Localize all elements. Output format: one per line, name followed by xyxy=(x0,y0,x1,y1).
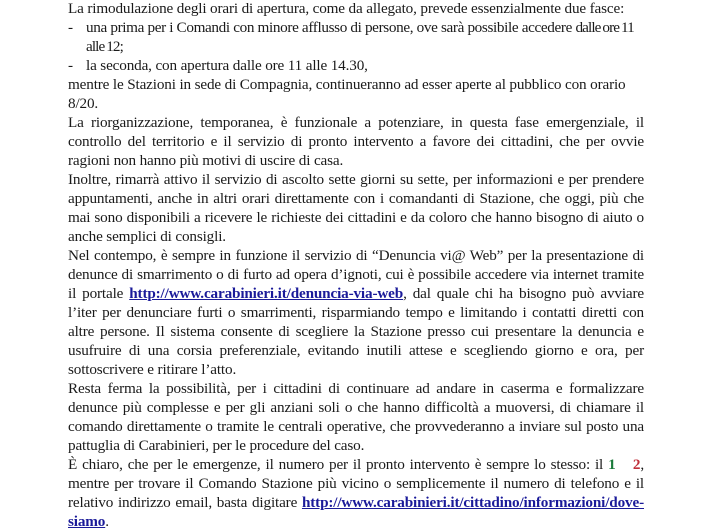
document-body xyxy=(68,0,644,531)
bullet-dash: - xyxy=(68,19,73,36)
stazioni-paragraph: mentre le Stazioni in sede di Compagnia, continueranno ad esser aperte al pubblico con orario 8/20. xyxy=(68,76,626,112)
intro-paragraph: La rimodulazione degli orari di apertura, come da allegato, prevede essenzialmente due fasce: xyxy=(68,0,625,17)
bullet-dash: - xyxy=(68,57,73,74)
resta-paragraph: Resta ferma la possibilità, per i cittadini di continuare ad andare in caserma e formalizzare denunce più complesse e per gli anziani soli o che hanno difficoltà a muoversi, di chiamare il comando direttamente o tramite le centrali operative, che provvederanno a inviare sul posto una pattuglia di Carabinieri, per le procedure del caso. xyxy=(68,380,644,454)
emergency-number-digit: 1 xyxy=(620,456,628,473)
bullet-text: la seconda, con apertura dalle ore 11 alle 14.30, xyxy=(86,57,368,74)
bullet-item xyxy=(68,56,644,75)
inoltre-paragraph: Inoltre, rimarrà attivo il servizio di ascolto sette giorni su sette, per informazioni e per prendere appuntamenti, anche in altri orari direttamente con i comandanti di Stazione, che oggi, più che mai sono disponibili a ricevere le richieste dei cittadini e da coloro che hanno bisogno di aiuto o anche semplici di consigli. xyxy=(68,171,644,245)
riorganizzazione-paragraph: La riorganizzazione, temporanea, è funzionale a potenziare, in questa fase emergenziale, il controllo del territorio e il servizio di pronto intervento a favore dei cittadini, che per ovvie ragioni non hanno più motivi di uscire di casa. xyxy=(68,114,644,169)
emergency-number-digit: 1 xyxy=(608,456,616,473)
dove-siamo-link[interactable]: http://www.carabinieri.it/cittadino/informazioni/dove-siamo xyxy=(68,494,644,530)
bullet-item xyxy=(68,18,644,56)
bullet-text: una prima per i Comandi con minore afflusso di persone, ove sarà possibile accedere dalle ore 11 alle 12; xyxy=(86,19,634,55)
emergency-number-digit: 2 xyxy=(632,456,641,473)
emergenza-paragraph: È chiaro, che per le emergenze, il numero per il pronto intervento è sempre lo stesso: il 1 1 2, mentre per trovare il Comando Stazione più vicino o semplicemente il numero di telefono e il relativo indirizzo email, basta digitare http://www.carabinieri.it/cittadino/informazioni/dove-siamo. xyxy=(68,456,644,530)
denuncia-via-web-link[interactable]: http://www.carabinieri.it/denuncia-via-web xyxy=(129,285,404,302)
denuncia-paragraph: Nel contempo, è sempre in funzione il servizio di “Denuncia vi@ Web” per la presentazione di denunce di smarrimento o di furto ad opera d’ignoti, cui è possibile accedere via internet tramite il portale http://www.carabinieri.it/denuncia-via-web, dal quale chi ha bisogno può avviare l’iter per denunciare furti o smarrimenti, risparmiando tempo e limitando i contatti diretti con altre persone. Il sistema consente di scegliere la Stazione presso cui presentare la denuncia e usufruire di una corsia preferenziale, evitando inutili attese e scegliendo giorno e ora, per sottoscrivere e ritirare l’atto. xyxy=(68,247,644,378)
